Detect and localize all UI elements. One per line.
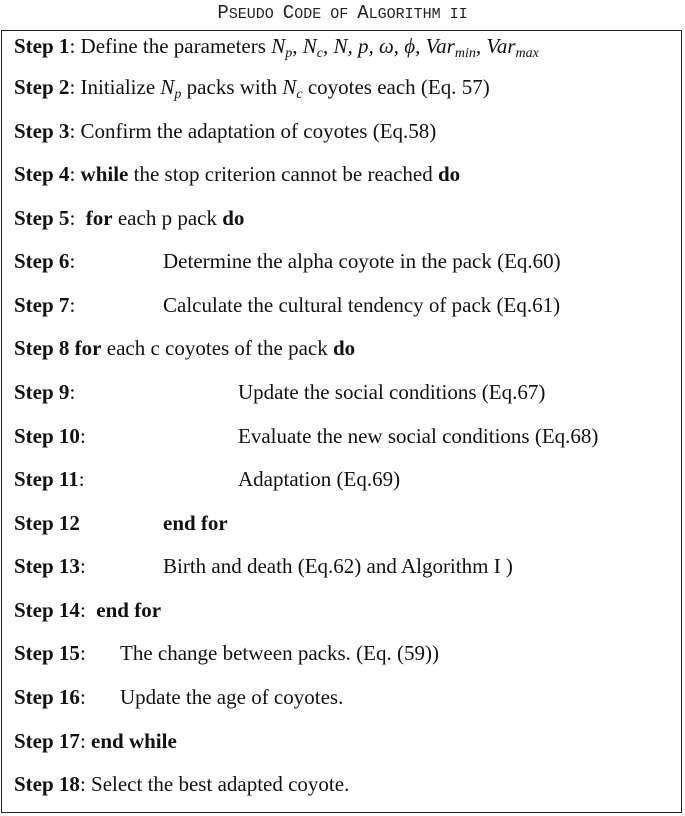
step-5: Step 5: for each p pack do [14,206,245,230]
step-11: Step 11: Adaptation (Eq.69) [14,467,401,491]
step-1: Step 1: Define the parameters $N_p$, $N_c$, N, p, ω, ϕ, Var$_{min}$, Var$_{max}$ [14,34,539,61]
step-3: Step 3: Confirm the adaptation of coyotes (Eq.58) [14,119,437,143]
algorithm-title: PSEUDO CODE OF ALGORITHM II [217,2,468,24]
step-13: Step 13: Birth and death (Eq.62) and Algorithm I ) [14,554,513,578]
step-9: Step 9: Update the social conditions (Eq.67) [14,380,546,404]
step-16: Step 16: Update the age of coyotes. [14,685,344,709]
step-15: Step 15: The change between packs. (Eq. (59)) [14,641,439,665]
step-10: Step 10: Evaluate the new social conditions (Eq.68) [14,424,599,448]
step-2: Step 2: Initialize $N_p$ packs with $N_c$ coyotes each (Eq. 57) [14,75,490,102]
step-4: Step 4: while the stop criterion cannot be reached do [14,162,461,186]
step-18: Step 18: Select the best adapted coyote. [14,772,350,796]
step-12: Step 12 end for [14,511,228,535]
step-8: Step 8 for each c coyotes of the pack do [14,336,356,360]
step-17: Step 17: end while [14,729,177,753]
step-6: Step 6: Determine the alpha coyote in the pack (Eq.60) [14,249,561,273]
pseudocode-box [1,30,682,813]
step-14: Step 14: end for [14,598,162,622]
step-7: Step 7: Calculate the cultural tendency of pack (Eq.61) [14,293,561,317]
